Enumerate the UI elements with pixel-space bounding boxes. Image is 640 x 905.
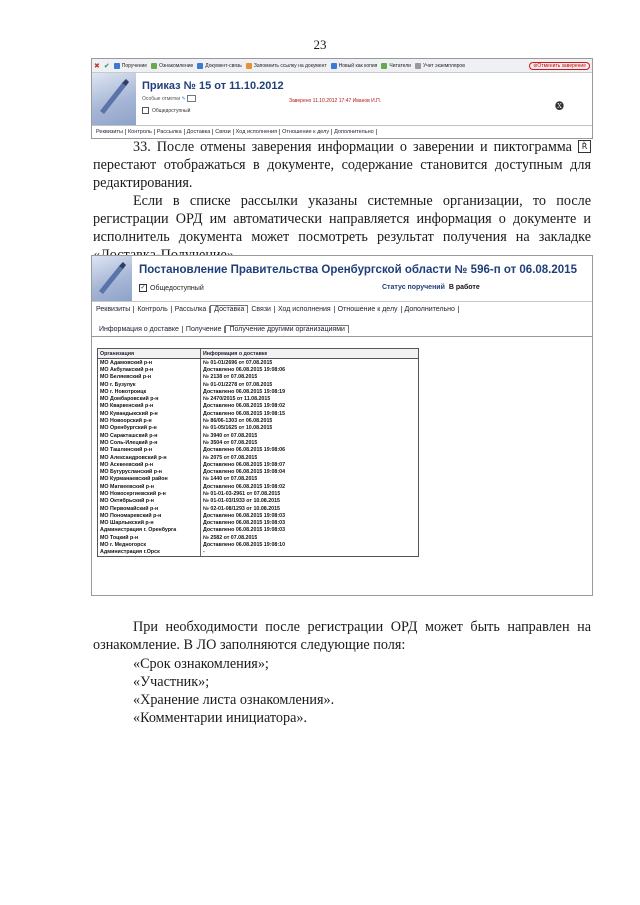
organization-cell: МО г. Новотроицк xyxy=(98,388,201,395)
table-row[interactable] xyxy=(98,381,418,388)
document-title: Постановление Правительства Оренбургской области № 596-п от 06.08.2015 xyxy=(139,264,577,276)
tab[interactable]: Реквизиты xyxy=(94,129,126,135)
column-header-organization[interactable]: Организация xyxy=(98,349,201,358)
delivery-info-cell: Доставлено 06.08.2015 19:08:03 xyxy=(203,520,286,527)
table-row[interactable] xyxy=(98,534,418,541)
tab[interactable]: Контроль xyxy=(134,306,171,313)
tab[interactable]: Отношение к делу xyxy=(335,306,402,313)
toolbar-button-label: Поручение xyxy=(121,62,148,69)
field-item: «Комментарии инициатора». xyxy=(133,710,308,726)
paragraph-33-start: 33. После отмены заверения информации о заверении и пиктограмма xyxy=(133,139,572,155)
certified-stamp-icon: 🅧 xyxy=(554,101,564,111)
delivery-info-cell: № 02-01-08/1293 от 10.08.2015 xyxy=(203,505,280,512)
document-title: Приказ № 15 от 11.10.2012 xyxy=(142,80,284,92)
organization-cell: МО Бугурусланский р-н xyxy=(98,468,201,475)
table-row[interactable] xyxy=(98,505,418,512)
delivery-info-cell: № 2470/2015 от 11.08.2015 xyxy=(203,396,271,403)
tab[interactable]: Получение xyxy=(183,326,226,333)
screenshot-delivery-tab xyxy=(91,255,593,596)
table-row[interactable] xyxy=(98,483,418,490)
delivery-info-cell: № 3504 от 07.08.2015 xyxy=(203,439,258,446)
organization-cell: МО Первомайский р-н xyxy=(98,505,201,512)
delivery-info-cell: № 2582 от 07.08.2015 xyxy=(203,534,258,541)
tab[interactable]: Связи xyxy=(248,306,275,313)
organization-cell: МО Кваркенский р-н xyxy=(98,403,201,410)
table-row[interactable] xyxy=(98,410,418,417)
tab[interactable]: Доставка xyxy=(210,305,248,313)
delivery-info-cell: Доставлено 06.08.2015 19:08:06 xyxy=(203,366,286,373)
tab[interactable]: Рассылка xyxy=(172,306,211,313)
readers-icon xyxy=(381,63,387,69)
table-row[interactable] xyxy=(98,549,418,556)
delivery-info-cell: № 1440 от 07.08.2015 xyxy=(203,476,258,483)
table-row[interactable] xyxy=(98,454,418,461)
table-row[interactable] xyxy=(98,359,418,366)
field-item: «Хранение листа ознакомления». xyxy=(133,692,335,708)
toolbar-button[interactable] xyxy=(381,63,411,69)
table-row[interactable] xyxy=(98,425,418,432)
page-number: 23 xyxy=(313,37,327,52)
special-marks-label: Особые отметки xyxy=(142,95,181,102)
table-row[interactable] xyxy=(98,447,418,454)
organization-cell: МО Курманаевский район xyxy=(98,476,201,483)
field-item: «Срок ознакомления»; xyxy=(133,656,269,672)
organization-cell: МО Пономаревский р-н xyxy=(98,512,201,519)
organization-cell: Администрация г.Орск xyxy=(98,549,201,556)
cancel-certification-button[interactable] xyxy=(529,62,590,70)
delivery-info-cell: Доставлено 06.08.2015 19:08:02 xyxy=(203,483,286,490)
delivery-info-cell: Доставлено 06.08.2015 19:08:03 xyxy=(203,512,286,519)
organization-cell: МО Новоорский р-н xyxy=(98,417,201,424)
tab[interactable]: Получение другими организациями xyxy=(225,325,348,333)
task-status xyxy=(382,284,480,291)
table-row[interactable] xyxy=(98,403,418,410)
table-row[interactable] xyxy=(98,417,418,424)
paragraph-33 xyxy=(93,138,591,192)
table-row[interactable] xyxy=(98,461,418,468)
organization-cell: МО Домбаровский р-н xyxy=(98,395,201,402)
copy-icon xyxy=(331,63,337,69)
cancel-certification-label: Отменить заверение xyxy=(537,62,586,69)
certified-pictogram-icon: Ř xyxy=(578,140,591,153)
organization-cell: МО Соль-Илецкий р-н xyxy=(98,439,201,446)
delivery-info-cell: Доставлено 06.08.2015 19:08:03 xyxy=(203,527,286,534)
task-icon xyxy=(114,63,120,69)
organization-cell: МО Саракташский р-н xyxy=(98,432,201,439)
field-item: «Участник»; xyxy=(133,674,210,690)
organization-cell: МО Адамовский р-н xyxy=(98,359,201,366)
organization-cell: МО Тоцкий р-н xyxy=(98,534,201,541)
public-checkbox-label: Общедоступный xyxy=(152,107,191,114)
table-row[interactable] xyxy=(98,388,418,395)
tab[interactable]: Доставка xyxy=(185,129,214,135)
toolbar-button-label: Читатели xyxy=(389,62,411,69)
organization-cell: МО Оренбургский р-н xyxy=(98,425,201,432)
organization-cell: МО Александровский р-н xyxy=(98,454,201,461)
toolbar-button-label: Ознакомление xyxy=(159,62,194,69)
public-checkbox[interactable]: ✓ Общедоступный xyxy=(140,284,204,292)
toolbar-button[interactable] xyxy=(331,63,378,69)
tab[interactable]: Дополнительно xyxy=(332,129,377,135)
delivery-table xyxy=(97,348,419,557)
document-tabs xyxy=(92,301,592,316)
delivery-info-cell: № 01-01/2278 от 07.08.2015 xyxy=(203,381,273,388)
organization-cell: МО Асекеевский р-н xyxy=(98,461,201,468)
table-row[interactable] xyxy=(98,527,418,534)
task-status-label: Статус поручений xyxy=(382,284,445,291)
tab[interactable]: Информация о доставке xyxy=(96,326,183,333)
organization-cell: МО Ташлинский р-н xyxy=(98,447,201,454)
table-row[interactable] xyxy=(98,490,418,497)
close-icon[interactable]: ✖ xyxy=(94,62,100,70)
tab[interactable]: Рассылка xyxy=(155,129,185,135)
toolbar-button[interactable] xyxy=(246,63,327,69)
delivery-info-cell: № 86/06-1303 от 06.08.2015 xyxy=(203,418,273,425)
delivery-info-cell: № 2138 от 07.08.2015 xyxy=(203,374,258,381)
paragraph-33-end: перестают отображаться в документе, содержание становится доступным для редактирования. xyxy=(93,157,591,191)
organization-cell: МО Кувандыкский р-н xyxy=(98,410,201,417)
organization-cell: МО Акбулакский р-н xyxy=(98,366,201,373)
organization-cell: Администрация г. Оренбурга xyxy=(98,527,201,534)
delivery-info-cell: № 01-01-03/1933 от 10.08.2015 xyxy=(203,498,280,505)
table-row[interactable] xyxy=(98,512,418,519)
delivery-info-cell: № 3940 от 07.08.2015 xyxy=(203,432,258,439)
delivery-info-cell: № 01-01-03-2961 от 07.08.2015 xyxy=(203,490,281,497)
delivery-subtabs xyxy=(92,322,592,337)
organization-cell: МО г. Бузулук xyxy=(98,381,201,388)
delivery-info-cell: - xyxy=(203,549,205,556)
document-header-logo xyxy=(92,256,132,301)
link-doc-icon xyxy=(197,63,203,69)
tab[interactable]: Контроль xyxy=(126,129,155,135)
table-row[interactable] xyxy=(98,476,418,483)
table-header xyxy=(98,349,418,359)
paragraph-delivery: Если в списке рассылки указаны системные организации, то после регистрации ОРД им автоматически направляется информация о документе и исполнитель документа может посмотреть результат получения на закладке xyxy=(93,193,591,245)
tab[interactable]: Ход исполнения xyxy=(275,306,335,313)
organization-cell: МО Октябрьский р-н xyxy=(98,498,201,505)
tab[interactable]: Дополнительно xyxy=(402,306,459,313)
delivery-info-cell: № 01-05/1625 от 10.08.2015 xyxy=(203,425,273,432)
table-row[interactable] xyxy=(98,520,418,527)
column-header-delivery-info[interactable]: Информация о доставке xyxy=(203,350,268,357)
organization-cell: МО Матвеевский р-н xyxy=(98,483,201,490)
special-marks-field[interactable]: Особые отметки ✎ xyxy=(142,95,196,102)
toolbar-button-label: Запомнить ссылку на документ xyxy=(253,62,327,69)
delivery-info-cell: Доставлено 06.08.2015 19:08:15 xyxy=(203,410,286,417)
check-icon[interactable]: ✔ xyxy=(103,62,110,70)
public-checkbox-label: Общедоступный xyxy=(150,284,204,292)
document-tabs xyxy=(92,125,592,138)
toolbar-button-label: Новый как копия xyxy=(338,62,378,69)
prohibit-icon: ⊘ xyxy=(533,62,538,69)
bookmark-icon xyxy=(246,63,252,69)
delivery-info-cell: Доставлено 06.08.2015 19:08:02 xyxy=(203,403,286,410)
tab[interactable]: Отношение к делу xyxy=(280,129,332,135)
tab[interactable]: Связи xyxy=(213,129,233,135)
screenshot-certification-cancel xyxy=(91,58,593,139)
document-header-logo xyxy=(92,73,136,125)
table-row[interactable] xyxy=(98,439,418,446)
delivery-info-cell: Доставлено 06.08.2015 19:08:07 xyxy=(203,461,286,468)
organization-cell: МО Шарлыкский р-н xyxy=(98,520,201,527)
table-row[interactable] xyxy=(98,366,418,373)
delivery-info-cell: Доставлено 06.08.2015 19:08:06 xyxy=(203,447,286,454)
task-status-value: В работе xyxy=(448,284,480,291)
table-row[interactable] xyxy=(98,374,418,381)
instances-icon xyxy=(415,63,421,69)
toolbar-button[interactable] xyxy=(151,63,193,69)
table-row[interactable] xyxy=(98,498,418,505)
delivery-info-cell: Доставлено 06.08.2015 19:08:04 xyxy=(203,469,286,476)
tab[interactable]: Ход исполнения xyxy=(234,129,280,135)
organization-cell: МО г. Медногорск xyxy=(98,541,201,548)
certified-info: Заверено 11.10.2012 17:47 Иванов И.П. xyxy=(289,98,382,104)
table-row[interactable] xyxy=(98,395,418,402)
delivery-info-cell: № 01-01/2696 от 07.08.2015 xyxy=(203,359,273,366)
toolbar-button[interactable] xyxy=(415,63,465,69)
tab[interactable]: Реквизиты xyxy=(93,306,134,313)
public-checkbox[interactable] xyxy=(142,107,190,114)
toolbar-button[interactable] xyxy=(114,63,147,69)
document-toolbar xyxy=(92,59,592,73)
delivery-info-cell: Доставлено 06.08.2015 19:08:19 xyxy=(203,388,286,395)
organization-cell: МО Новосергиевский р-н xyxy=(98,490,201,497)
table-row[interactable] xyxy=(98,541,418,548)
table-row[interactable] xyxy=(98,432,418,439)
organization-cell: МО Беляевский р-н xyxy=(98,374,201,381)
paragraph-acquaintance: При необходимости после регистрации ОРД может быть направлен на ознакомление. В ЛО заполняются следующие поля: xyxy=(93,619,591,653)
delivery-info-cell: № 2075 от 07.08.2015 xyxy=(203,454,258,461)
toolbar-button-label: Документ-связь xyxy=(205,62,242,69)
eye-icon xyxy=(151,63,157,69)
delivery-info-cell: Доставлено 06.08.2015 19:08:10 xyxy=(203,542,286,549)
table-row[interactable] xyxy=(98,468,418,475)
toolbar-button[interactable] xyxy=(197,63,242,69)
toolbar-button-label: Учет экземпляров xyxy=(422,62,465,69)
